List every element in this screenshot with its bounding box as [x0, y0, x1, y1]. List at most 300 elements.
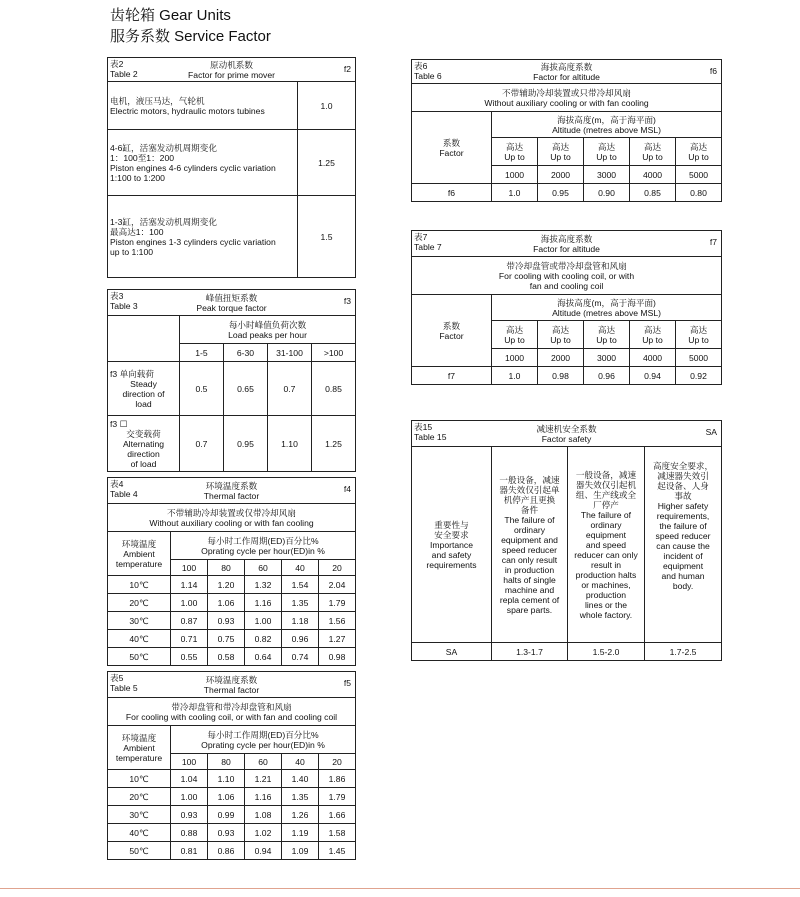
- altitude-cell: 1000: [492, 166, 538, 184]
- temp-cell: 30℃: [108, 612, 171, 630]
- table-15-label-en: Table 15: [414, 432, 447, 442]
- note-cn: 不带辅助冷却装置或只带冷却风扇: [502, 87, 631, 98]
- table-cell: 1.86: [319, 770, 356, 788]
- row-label: [108, 416, 180, 472]
- alt-cn: 海拔高度(m，高于海平面): [557, 114, 656, 125]
- text-line: 一般设备，减速: [575, 469, 637, 480]
- table-row: [108, 770, 356, 788]
- desc-line: Piston engines 1-3 cylinders cyclic variation: [110, 236, 276, 247]
- table-row: [108, 630, 356, 648]
- upto-cell: [492, 138, 538, 166]
- text-line: production halts: [575, 569, 637, 580]
- table-cell: 0.71: [171, 630, 208, 648]
- upto-cell: [676, 321, 722, 349]
- upto-cell: [630, 138, 676, 166]
- heading-gear-units: 齿轮箱 Gear Units: [110, 7, 231, 24]
- row-symbol: f3: [110, 368, 118, 379]
- row-label-cn: 交变载荷: [126, 428, 161, 439]
- alt-en: Altitude (metres above MSL): [552, 307, 661, 318]
- table-cell: 0.95: [538, 184, 584, 202]
- table-7-title-cn: 海拔高度系数: [540, 233, 593, 244]
- text-line: incident of: [663, 551, 703, 561]
- table-cell: 0.7: [180, 416, 224, 472]
- table-7-altitude: [411, 230, 722, 385]
- text-line: 组、生产线或全: [575, 489, 637, 500]
- text-line: body.: [672, 581, 694, 591]
- table-6-symbol: f6: [709, 66, 718, 76]
- table-3-peak-torque: [107, 289, 356, 472]
- row-label-en: load: [135, 398, 152, 409]
- text-line: equipment: [585, 529, 627, 540]
- table-row: [108, 824, 356, 842]
- table-2-title: [108, 58, 356, 82]
- table-2-title-cn: 原动机系数: [210, 59, 253, 70]
- table-cell: 1.79: [319, 788, 356, 806]
- row-label-en: of load: [130, 458, 157, 469]
- table-cell: 0.93: [208, 612, 245, 630]
- row-label-en: direction: [127, 448, 160, 459]
- text-line: machine and: [504, 584, 555, 595]
- table-row: [108, 648, 356, 666]
- table-cell: 2.04: [319, 576, 356, 594]
- text-line: equipment and: [501, 534, 558, 545]
- text-line: 机停产且更换: [503, 494, 556, 505]
- table-cell: 0.86: [208, 842, 245, 860]
- table-cell: 1.0: [492, 184, 538, 202]
- table-2-label-en: Table 2: [110, 69, 138, 79]
- table-cell: 1.08: [245, 806, 282, 824]
- table-6-label-en: Table 6: [414, 71, 442, 81]
- text-line: can only result: [501, 554, 558, 565]
- text-line: speed reducer: [502, 544, 557, 555]
- upto-cn: 高达: [505, 324, 524, 335]
- table-5-symbol: f5: [343, 678, 351, 688]
- table-15-safety-factor: [411, 420, 722, 661]
- importance-col-1: [492, 447, 568, 643]
- rowhead-line: 重要性与: [434, 519, 469, 530]
- table-15-label-cn: 表15: [414, 422, 433, 432]
- table-6-title: [412, 60, 722, 84]
- row-label-en: Steady: [130, 378, 157, 389]
- table-cell: 1.10: [208, 770, 245, 788]
- column-header: 6-30: [224, 344, 268, 362]
- table-cell: 1.00: [171, 788, 208, 806]
- text-line: 厂停产: [593, 499, 619, 510]
- table-cell: 0.90: [584, 184, 630, 202]
- table-2-symbol: f2: [343, 64, 352, 74]
- temp-cell: 20℃: [108, 788, 171, 806]
- table-cell: 0.98: [538, 367, 584, 385]
- upto-cn: 高达: [689, 324, 708, 335]
- text-line: or machines,: [581, 579, 631, 590]
- rowhead-line: and safety: [431, 549, 472, 560]
- column-header: 20: [319, 754, 356, 770]
- upto-en: Up to: [596, 151, 617, 162]
- rowhead-cn: 环境温度: [121, 732, 157, 743]
- upto-en: Up to: [688, 151, 709, 162]
- importance-col-3: [645, 447, 722, 643]
- upto-en: Up to: [550, 334, 571, 345]
- table-5-label-en: Table 5: [110, 683, 138, 693]
- upto-cell: [538, 138, 584, 166]
- table-cell: 1.40: [282, 770, 319, 788]
- table-5-title-en: Thermal factor: [203, 684, 260, 695]
- text-line: 器失效仅引起单: [499, 484, 560, 495]
- table-cell: 1.00: [245, 612, 282, 630]
- table-cell: 1.35: [282, 594, 319, 612]
- table-cell: 1.3-1.7: [492, 643, 568, 661]
- row-label-en: Alternating: [122, 438, 165, 449]
- table-cell: 1.09: [282, 842, 319, 860]
- text-line: repla cement of: [499, 594, 560, 605]
- desc-line: Electric motors, hydraulic motors tubines: [110, 105, 265, 116]
- table-4-title-en: Thermal factor: [203, 490, 260, 501]
- altitude-header: [492, 112, 722, 138]
- table-3-symbol: f3: [343, 296, 352, 306]
- text-line: in production: [504, 564, 555, 575]
- alt-cn: 海拔高度(m，高于海平面): [557, 297, 656, 308]
- row-symbol: f3: [110, 418, 118, 429]
- altitude-cell: 3000: [584, 166, 630, 184]
- upto-cn: 高达: [643, 141, 662, 152]
- upto-cn: 高达: [689, 141, 708, 152]
- table-cell: 0.88: [171, 824, 208, 842]
- table-cell: 0.94: [245, 842, 282, 860]
- table-3-title-cn: 峰值扭矩系数: [205, 292, 258, 303]
- upto-en: Up to: [688, 334, 709, 345]
- temp-cell: 50℃: [108, 842, 171, 860]
- table-row: [108, 130, 298, 196]
- row-label: [108, 362, 180, 416]
- table-3-subheader: [180, 316, 356, 344]
- table-cell: 0.94: [630, 367, 676, 385]
- row-label-en: direction of: [122, 388, 165, 399]
- desc-line: 1-3缸，活塞发动机周期变化: [110, 216, 217, 227]
- factor-value: 1.5: [298, 196, 356, 278]
- temp-cell: 50℃: [108, 648, 171, 666]
- table-cell: 1.16: [245, 594, 282, 612]
- text-line: 备件: [520, 504, 539, 515]
- text-line: and human: [661, 571, 705, 581]
- table-cell: 1.18: [282, 612, 319, 630]
- table-6-altitude: [411, 59, 722, 202]
- upto-cell: [584, 321, 630, 349]
- column-header: 60: [245, 560, 282, 576]
- upto-cell: [630, 321, 676, 349]
- upto-cn: 高达: [551, 141, 570, 152]
- sub-cn: 每小时工作周期(ED)百分比%: [207, 729, 319, 740]
- upto-en: Up to: [504, 334, 525, 345]
- table-cell: 1.04: [171, 770, 208, 788]
- table-cell: 0.75: [208, 630, 245, 648]
- temp-cell: 40℃: [108, 630, 171, 648]
- table-cell: 0.7: [268, 362, 312, 416]
- upto-cell: [676, 138, 722, 166]
- table-cell: 0.99: [208, 806, 245, 824]
- table-cell: 0.85: [312, 362, 356, 416]
- altitude-cell: 3000: [584, 349, 630, 367]
- sub-en: Oprating cycle per hour(ED)in %: [201, 545, 325, 556]
- table-cell: 1.10: [268, 416, 312, 472]
- table-3-title: [108, 290, 356, 316]
- text-line: ordinary: [513, 524, 546, 535]
- temp-cell: 10℃: [108, 770, 171, 788]
- table-cell: 0.74: [282, 648, 319, 666]
- table-cell: 1.06: [208, 594, 245, 612]
- rowhead-en: temperature: [115, 752, 163, 763]
- upto-en: Up to: [504, 151, 525, 162]
- desc-line: up to 1:100: [110, 246, 154, 257]
- column-header: 100: [171, 560, 208, 576]
- text-line: lines or the: [584, 599, 628, 610]
- text-line: The failure of: [504, 514, 555, 525]
- note-en: For cooling with cooling coil, or with fan and cooling coil: [125, 711, 338, 722]
- table-cell: 1.79: [319, 594, 356, 612]
- row-header: [108, 726, 171, 770]
- altitude-cell: 4000: [630, 166, 676, 184]
- table-cell: 1.58: [319, 824, 356, 842]
- table-cell: 1.54: [282, 576, 319, 594]
- upto-cn: 高达: [505, 141, 524, 152]
- rowhead-line: requirements: [426, 559, 477, 570]
- sub-en: Oprating cycle per hour(ED)in %: [201, 739, 325, 750]
- row-header: [412, 112, 492, 184]
- table-cell: 1.66: [319, 806, 356, 824]
- table-cell: 1.45: [319, 842, 356, 860]
- text-line: ordinary: [590, 519, 622, 530]
- table-row: [108, 788, 356, 806]
- table-4-title-cn: 环境温度系数: [205, 480, 258, 491]
- column-header: 40: [282, 560, 319, 576]
- table-cell: 0.93: [208, 824, 245, 842]
- text-line: requirements,: [656, 511, 710, 521]
- table-15-title-en: Factor safety: [541, 433, 592, 444]
- table-cell: 0.93: [171, 806, 208, 824]
- table-cell: 0.80: [676, 184, 722, 202]
- text-line: 起设备、人身: [657, 481, 709, 491]
- table-5-thermal: [107, 671, 356, 860]
- row-header: [108, 532, 171, 576]
- note-en: fan and cooling coil: [529, 280, 604, 291]
- row-header: [412, 295, 492, 367]
- text-line: 一般设备，减速: [499, 474, 560, 485]
- table-cell: 0.95: [224, 416, 268, 472]
- table-cell: 1.20: [208, 576, 245, 594]
- sub-cn: 每小时峰值负荷次数: [228, 319, 307, 330]
- table-cell: 1.5-2.0: [568, 643, 645, 661]
- text-line: 事故: [674, 491, 692, 501]
- table-4-label-en: Table 4: [110, 489, 138, 499]
- table-cell: 1.14: [171, 576, 208, 594]
- table-7-label-en: Table 7: [414, 242, 442, 252]
- table-cell: 1.7-2.5: [645, 643, 722, 661]
- text-line: the failure of: [659, 521, 707, 531]
- table-4-label-cn: 表4: [110, 479, 124, 489]
- importance-col-2: [568, 447, 645, 643]
- text-line: and speed: [585, 539, 627, 550]
- table-cell: 1.32: [245, 576, 282, 594]
- rowhead-en: temperature: [115, 558, 163, 569]
- table-row: [108, 576, 356, 594]
- table-5-title: [108, 672, 356, 698]
- altitude-cell: 5000: [676, 349, 722, 367]
- table-2-label-cn: 表2: [110, 59, 124, 69]
- table-cell: 1.02: [245, 824, 282, 842]
- note-en: Without auxiliary cooling or with fan cooling: [484, 97, 649, 108]
- row-label-cn: 单向载荷: [119, 368, 154, 379]
- note-en: Without auxiliary cooling or with fan cooling: [149, 517, 314, 528]
- upto-cell: [538, 321, 584, 349]
- table-cell: 0.82: [245, 630, 282, 648]
- table-6-title-cn: 海拔高度系数: [540, 61, 593, 72]
- text-line: The failure of: [580, 509, 632, 520]
- table-row: [108, 612, 356, 630]
- column-header: >100: [312, 344, 356, 362]
- altitude-cell: 4000: [630, 349, 676, 367]
- column-header: 80: [208, 560, 245, 576]
- upto-cell: [584, 138, 630, 166]
- rowhead-line: 安全要求: [434, 529, 469, 540]
- temp-cell: 10℃: [108, 576, 171, 594]
- rowhead-en: Ambient: [123, 742, 155, 753]
- table-15-symbol: SA: [705, 427, 718, 437]
- sub-en: Load peaks per hour: [228, 329, 307, 340]
- column-header: 60: [245, 754, 282, 770]
- table-cell: 1.26: [282, 806, 319, 824]
- note-cn: 不带辅助冷却装置或仅带冷却风扇: [167, 507, 296, 518]
- rowhead-en: Factor: [439, 147, 464, 158]
- alt-en: Altitude (metres above MSL): [552, 124, 661, 135]
- table-row: [108, 82, 298, 130]
- table-7-title: [412, 231, 722, 257]
- altitude-cell: 2000: [538, 166, 584, 184]
- temp-cell: 20℃: [108, 594, 171, 612]
- desc-line: 1：100至1：200: [110, 152, 175, 163]
- table-cell: 1.19: [282, 824, 319, 842]
- factor-symbol: f7: [412, 367, 492, 385]
- rowhead-line: Importance: [430, 539, 473, 550]
- bottom-divider: [0, 888, 800, 889]
- table-3-title-en: Peak torque factor: [196, 302, 267, 313]
- text-line: 高度安全要求，: [652, 461, 714, 471]
- table-cell: 1.25: [312, 416, 356, 472]
- table-row: [412, 367, 722, 385]
- table-5-subheader: [171, 726, 356, 754]
- column-header: 80: [208, 754, 245, 770]
- upto-en: Up to: [642, 334, 663, 345]
- table-row: [412, 184, 722, 202]
- rowhead-cn: 环境温度: [121, 538, 157, 549]
- factor-value: 1.25: [298, 130, 356, 196]
- text-line: halts of single: [503, 574, 556, 585]
- table-cell: 0.5: [180, 362, 224, 416]
- table-6-note: [412, 84, 722, 112]
- table-5-label-cn: 表5: [110, 673, 124, 683]
- table-cell: 0.65: [224, 362, 268, 416]
- upto-en: Up to: [596, 334, 617, 345]
- table-5-title-cn: 环境温度系数: [205, 674, 258, 685]
- factor-value: 1.0: [298, 82, 356, 130]
- upto-cn: 高达: [643, 324, 662, 335]
- table-4-subheader: [171, 532, 356, 560]
- table-cell: 0.92: [676, 367, 722, 385]
- table-7-title-en: Factor for altitude: [533, 243, 600, 254]
- text-line: whole factory.: [579, 609, 633, 620]
- table-cell: 1.00: [171, 594, 208, 612]
- table-2-title-en: Factor for prime mover: [188, 69, 275, 80]
- note-cn: 带冷却盘管和带冷却盘管和风扇: [171, 701, 292, 712]
- column-header: 20: [319, 560, 356, 576]
- text-line: spare parts.: [506, 604, 553, 615]
- upto-en: Up to: [550, 151, 571, 162]
- table-3-blank: [108, 316, 180, 362]
- rowhead-cn: 系数: [442, 137, 461, 148]
- table-cell: 1.27: [319, 630, 356, 648]
- table-cell: 0.96: [282, 630, 319, 648]
- upto-en: Up to: [642, 151, 663, 162]
- text-line: speed reducer: [655, 531, 711, 541]
- upto-cn: 高达: [597, 141, 616, 152]
- table-6-title-en: Factor for altitude: [533, 71, 600, 82]
- table-row: [108, 196, 298, 278]
- table-4-thermal: [107, 477, 356, 666]
- note-cn: 带冷却盘管或带冷却盘管和风扇: [506, 260, 627, 271]
- desc-line: 4-6缸，活塞发动机周期变化: [110, 142, 217, 153]
- text-line: Higher safety: [657, 501, 709, 511]
- desc-line: Piston engines 4-6 cylinders cyclic variation: [110, 162, 276, 173]
- row-header: [412, 447, 492, 643]
- upto-cell: [492, 321, 538, 349]
- table-row: [108, 594, 356, 612]
- altitude-cell: 1000: [492, 349, 538, 367]
- table-7-note: [412, 257, 722, 295]
- altitude-cell: 5000: [676, 166, 722, 184]
- table-7-symbol: f7: [709, 237, 718, 247]
- table-cell: 1.56: [319, 612, 356, 630]
- altitude-cell: 2000: [538, 349, 584, 367]
- altitude-header: [492, 295, 722, 321]
- text-line: production: [585, 589, 627, 600]
- rowhead-en: Factor: [439, 330, 464, 341]
- table-cell: 1.0: [492, 367, 538, 385]
- table-row: [108, 806, 356, 824]
- table-cell: 0.87: [171, 612, 208, 630]
- column-header: 40: [282, 754, 319, 770]
- table-15-title-cn: 减速机安全系数: [536, 423, 597, 434]
- table-cell: 0.98: [319, 648, 356, 666]
- text-line: reducer can only: [574, 549, 638, 560]
- column-header: 31-100: [268, 344, 312, 362]
- table-3-label-cn: 表3: [110, 291, 124, 301]
- table-7-label-cn: 表7: [414, 232, 428, 242]
- table-4-title: [108, 478, 356, 504]
- table-cell: 1.16: [245, 788, 282, 806]
- note-en: For cooling with cooling coil, or with: [498, 270, 635, 281]
- upto-cn: 高达: [551, 324, 570, 335]
- table-cell: 0.58: [208, 648, 245, 666]
- temp-cell: 30℃: [108, 806, 171, 824]
- sub-cn: 每小时工作周期(ED)百分比%: [207, 535, 319, 546]
- text-line: result in: [590, 559, 622, 570]
- text-line: 器失效仅引起机: [575, 479, 637, 490]
- table-6-label-cn: 表6: [414, 61, 428, 71]
- table-cell: 1.06: [208, 788, 245, 806]
- table-cell: 0.96: [584, 367, 630, 385]
- rowhead-cn: 系数: [442, 320, 461, 331]
- box-icon: ☐: [119, 418, 128, 429]
- column-header: 100: [171, 754, 208, 770]
- temp-cell: 40℃: [108, 824, 171, 842]
